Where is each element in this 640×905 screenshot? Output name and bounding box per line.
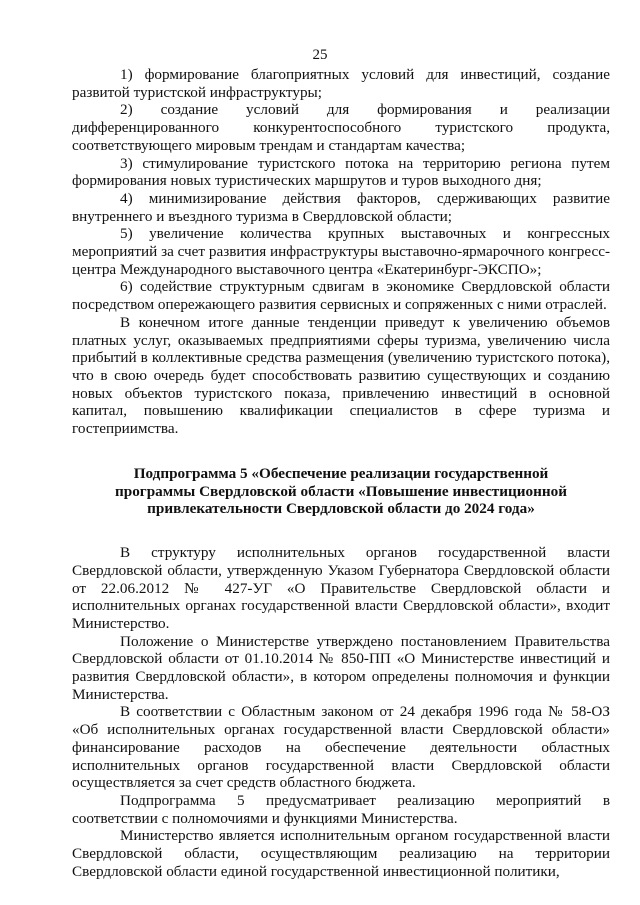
body-paragraph: Подпрограмма 5 предусматривает реализацию мероприятий в соответствии с полномочиями и функциями Министерства. [72, 792, 610, 827]
list-item: 3) стимулирование туристского потока на территорию региона путем формирования новых туристических маршрутов и туров выходного дня; [72, 154, 610, 190]
heading-line: привлекательности Свердловской области до 2024 года» [147, 500, 535, 518]
list-item: 2) создание условий для формирования и реализации дифференцированного конкурентоспособного туристского продукта, соответствующего мировым трендам и стандартам качества; [72, 101, 610, 154]
heading-line: Подпрограмма 5 «Обеспечение реализации государственной [133, 464, 549, 482]
heading-line: программы Свердловской области «Повышение инвестиционной [115, 482, 567, 500]
page-number: 25 [312, 47, 328, 63]
body-paragraph: Положение о Министерстве утверждено постановлением Правительства Свердловской области от 01.10.2014 № 850-ПП «О Министерстве инвестиций и развития Свердловской области», в котором определены полномочия и функции Министерства. [72, 632, 610, 703]
list-item: 1) формирование благоприятных условий для инвестиций, создание развитой туристской инфраструктуры; [72, 66, 610, 101]
subprogram-heading [72, 465, 610, 518]
body-paragraph: Министерство является исполнительным органом государственной власти Свердловской области, осуществляющим реализацию на территории Свердловской области единой государственной инвестиционной политики, [72, 827, 610, 880]
list-item: 6) содействие структурным сдвигам в экономике Свердловской области посредством опережающего развития сервисных и сопряженных с ними отраслей. [72, 278, 610, 314]
body-paragraph: В соответствии с Областным законом от 24 декабря 1996 года № 58-ОЗ «Об исполнительных органах государственной власти Свердловской области» финансирование расходов на обеспечение деятельности областных исполнительных органов государственной власти Свердловской области осуществляется за счет средств областного бюджета. [72, 703, 610, 792]
document-body [72, 66, 610, 881]
list-item: 5) увеличение количества крупных выставочных и конгрессных мероприятий за счет развития инфраструктуры выставочно-ярмарочного конгресс-центра Международного выставочного центра «Екатеринбург-ЭКСПО»; [72, 225, 610, 278]
conclusion-paragraph: В конечном итоге данные тенденции приведут к увеличению объемов платных услуг, оказываемых предприятиями сферы туризма, увеличению числа прибытий в коллективные средства размещения (увеличению туристского потока), что в свою очередь будет способствовать развитию существующих и созданию новых объектов туристского показа, привлечению инвестиций в основной капитал, повышению квалификации специалистов в сфере туризма и гостеприимства. [72, 313, 610, 438]
list-item: 4) минимизирование действия факторов, сдерживающих развитие внутреннего и въездного туризма в Свердловской области; [72, 189, 610, 225]
body-paragraph: В структуру исполнительных органов государственной власти Свердловской области, утвержденную Указом Губернатора Свердловской области от 22.06.2012 № 427-УГ «О Правительстве Свердловской области и исполнительных органах государственной власти Свердловской области», входит Министерство. [72, 544, 610, 632]
